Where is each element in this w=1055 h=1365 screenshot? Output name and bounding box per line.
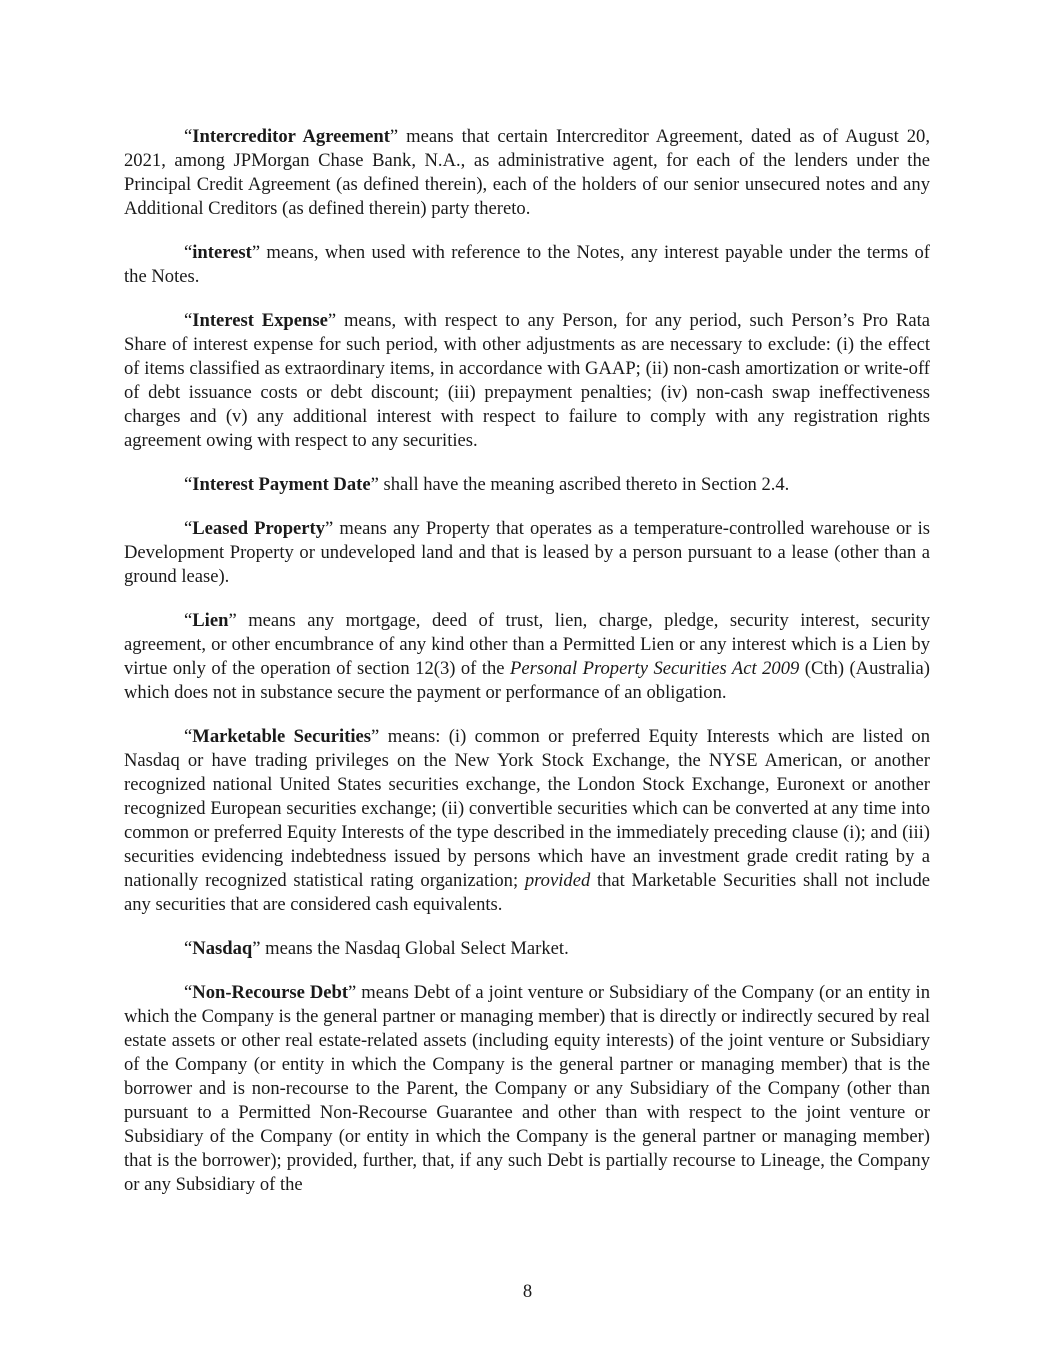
definition-text: means Debt of a joint venture or Subsidiary of the Company (or an entity in which the Company is the general partner or managing member) that is directly or indirectly secured by real estate assets or other real estate-related assets (including equity interests) of the joint venture or Subsidiary of the Company (or entity in which the Company is the general partner or managing member) that is the borrower and is non-recourse to the Parent, the Company or any Subsidiary of the Company (other than pursuant to a Permitted Non-Recourse Guarantee and other than with respect to the joint venture or Subsidiary of the Company (or entity in which the Company is the general partner or managing member) that is the borrower); provided, further, that, if any such Debt is partially recourse to Lineage, the Company or any Subsidiary of the: [124, 982, 930, 1195]
close-quote: ”: [325, 518, 334, 540]
page-number: 8: [522, 1281, 533, 1302]
close-quote: ”: [228, 610, 237, 632]
definitions-body: [124, 125, 930, 1217]
definition-interest-payment-date: [124, 473, 930, 497]
defined-term: Leased Property: [192, 518, 326, 540]
definition-text: means any Property that operates as a temperature-controlled warehouse or is Development Property or undeveloped land and that is leased by a person pursuant to a lease (other than a ground lease).: [124, 518, 930, 588]
open-quote: “: [184, 474, 193, 496]
definition-interest-expense: [124, 309, 930, 452]
definition-intercreditor-agreement: [124, 125, 930, 221]
definition-marketable-securities: [124, 725, 930, 916]
defined-term: Intercreditor Agreement: [192, 126, 390, 147]
open-quote: “: [184, 982, 193, 1004]
close-quote: ”: [348, 982, 357, 1004]
defined-term: Marketable Securities: [192, 726, 372, 748]
definition-lien: [124, 609, 930, 705]
definition-interest: [124, 241, 930, 289]
definition-text: shall have the meaning ascribed thereto in Section 2.4.: [378, 474, 790, 496]
close-quote: ”: [371, 726, 380, 748]
open-quote: “: [184, 310, 193, 332]
close-quote: ”: [251, 242, 261, 264]
act-name: Personal Property Securities Act 2009: [510, 658, 800, 680]
definition-nasdaq: [124, 937, 930, 961]
close-quote: ”: [389, 126, 399, 147]
definition-text: means, with respect to any Person, for any period, such Person’s Pro Rata Share of interest expense for such period, with other adjustments as are necessary to exclude: (i) the effect of items classified as extraordinary items, in accordance with GAAP; (ii) non-cash amortization or write-off of debt issuance costs or debt discount; (iii) prepayment penalties; (iv) non-cash swap ineffectiveness charges and (v) any additional interest with respect to failure to comply with any registration rights agreement owing with respect to any securities.: [124, 310, 930, 451]
definition-text: means the Nasdaq Global Select Market.: [260, 938, 569, 960]
definition-text: that Marketable Securities shall not include any securities that are considered cash equivalents.: [124, 869, 930, 915]
definition-text: means that certain Intercreditor Agreement, dated as of August 20, 2021, among JPMorgan Chase Bank, N.A., as administrative agent, for each of the lenders under the Principal Credit Agreement (as defined therein), each of the holders of our senior unsecured notes and any Additional Creditors (as defined therein) party thereto.: [124, 126, 930, 219]
open-quote: “: [184, 518, 193, 540]
open-quote: “: [184, 938, 193, 960]
open-quote: “: [184, 610, 193, 632]
close-quote: ”: [252, 938, 261, 960]
definition-text: means any mortgage, deed of trust, lien, charge, pledge, security interest, security agreement, or other encumbrance of any kind other than a Permitted Lien or any interest which is a Lien by virtue only of the operation of section 12(3) of the: [124, 610, 930, 680]
defined-term: interest: [192, 242, 252, 264]
definition-leased-property: [124, 517, 930, 589]
defined-term: Interest Payment Date: [192, 474, 371, 496]
open-quote: “: [184, 242, 193, 264]
defined-term: Lien: [192, 610, 229, 632]
open-quote: “: [184, 726, 193, 748]
definition-text: means, when used with reference to the Notes, any interest payable under the terms of the Notes.: [124, 242, 930, 287]
close-quote: ”: [327, 310, 337, 332]
definition-non-recourse-debt: [124, 981, 930, 1196]
defined-term: Interest Expense: [192, 310, 328, 332]
definition-text: (Cth) (Australia) which does not in substance secure the payment or performance of an obligation.: [124, 658, 931, 704]
definition-text: means: (i) common or preferred Equity Interests which are listed on Nasdaq or have trading privileges on the New York Stock Exchange, the NYSE American, or another recognized national United States securities exchange, the London Stock Exchange, Euronext or another recognized European securities exchange; (ii) convertible securities which can be converted at any time into common or preferred Equity Interests of the type described in the immediately preceding clause (i); and (iii) securities evidencing indebtedness issued by persons which have an investment grade credit rating by a nationally recognized statistical rating organization;: [124, 726, 930, 891]
defined-term: Non-Recourse Debt: [192, 982, 349, 1004]
defined-term: Nasdaq: [192, 938, 253, 960]
open-quote: “: [184, 126, 193, 147]
proviso-word: provided: [524, 869, 591, 891]
close-quote: ”: [370, 474, 379, 496]
